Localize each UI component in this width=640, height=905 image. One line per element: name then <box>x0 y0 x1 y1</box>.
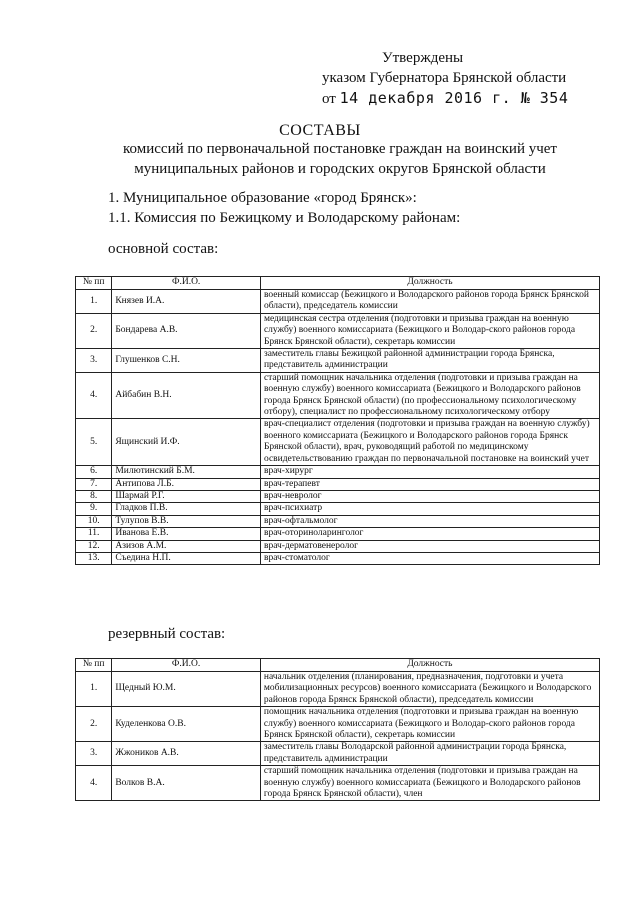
table-row <box>76 766 600 801</box>
header-num: № пп <box>76 659 112 672</box>
main-table-body <box>76 290 600 565</box>
row-name: Жжоников А.В. <box>112 742 261 766</box>
row-name: Ящинский И.Ф. <box>112 419 261 466</box>
section-1-1-heading: 1.1. Комиссия по Бежицкому и Володарскому районам: <box>108 210 461 226</box>
table-row <box>76 349 600 373</box>
row-position: врач-офтальмолог <box>260 515 599 527</box>
row-number: 4. <box>76 766 112 801</box>
approval-date-prefix: от <box>322 91 336 107</box>
table-row <box>76 478 600 490</box>
reserve-composition-table <box>75 658 600 801</box>
row-name: Съедина Н.П. <box>112 552 261 564</box>
row-position: врач-невролог <box>260 490 599 502</box>
row-position: врач-стоматолог <box>260 552 599 564</box>
row-position: врач-оториноларинголог <box>260 528 599 540</box>
row-number: 6. <box>76 466 112 478</box>
section-1-heading: 1. Муниципальное образование «город Брянск»: <box>108 190 417 206</box>
table-row <box>76 503 600 515</box>
row-name: Бондарева А.В. <box>112 313 261 348</box>
row-number: 5. <box>76 419 112 466</box>
row-number: 2. <box>76 313 112 348</box>
approval-date <box>322 88 568 109</box>
document-title: СОСТАВЫ <box>279 122 361 139</box>
table-row <box>76 313 600 348</box>
row-number: 10. <box>76 515 112 527</box>
row-name: Волков В.А. <box>112 766 261 801</box>
header-num: № пп <box>76 277 112 290</box>
row-name: Куделенкова О.В. <box>112 707 261 742</box>
row-name: Айбабин В.Н. <box>112 372 261 419</box>
table-header-row <box>76 277 600 290</box>
row-position: старший помощник начальника отделения (подготовки и призыва граждан на военную службу) военного комиссариата (Бежицкого и Володарского районов города Брянск Брянской области), член <box>260 766 599 801</box>
row-number: 7. <box>76 478 112 490</box>
row-number: 3. <box>76 349 112 373</box>
table-row <box>76 490 600 502</box>
table-row <box>76 515 600 527</box>
row-number: 12. <box>76 540 112 552</box>
reserve-composition-heading: резервный состав: <box>108 626 226 642</box>
row-number: 1. <box>76 290 112 314</box>
table-row <box>76 372 600 419</box>
reserve-table-body <box>76 672 600 801</box>
table-row <box>76 552 600 564</box>
row-position: старший помощник начальника отделения (подготовки и призыва граждан на военную службу) военного комиссариата (Бежицкого и Володарского районов города Брянск Брянской области) (по профессиональному психологическому отбору), специалист по профессиональному психологическому отбору <box>260 372 599 419</box>
main-composition-heading: основной состав: <box>108 241 219 257</box>
row-name: Шармай Р.Г. <box>112 490 261 502</box>
table-row <box>76 528 600 540</box>
table-row <box>76 290 600 314</box>
row-number: 2. <box>76 707 112 742</box>
row-position: начальник отделения (планирования, предназначения, подготовки и учета мобилизационных ресурсов) военного комиссариата (Бежицкого и Володарского районов города Брянск Брянской области), председатель комиссии <box>260 672 599 707</box>
row-number: 9. <box>76 503 112 515</box>
row-number: 13. <box>76 552 112 564</box>
row-name: Милютинский Б.М. <box>112 466 261 478</box>
table-row <box>76 466 600 478</box>
row-position: заместитель главы Володарской районной администрации города Брянска, представитель администрации <box>260 742 599 766</box>
row-position: военный комиссар (Бежицкого и Володарского районов города Брянск Брянской области), председатель комиссии <box>260 290 599 314</box>
row-number: 4. <box>76 372 112 419</box>
row-name: Щедный Ю.М. <box>112 672 261 707</box>
row-name: Антипова Л.Б. <box>112 478 261 490</box>
table-header-row <box>76 659 600 672</box>
row-position: врач-специалист отделения (подготовки и призыва граждан на военную службу) военного комиссариата (Бежицкого и Володарского районов города Брянск Брянской области), врач, руководящий работой по медицинскому освидетельствованию граждан по первоначальной постановке на воинский учет <box>260 419 599 466</box>
header-position: Должность <box>260 659 599 672</box>
row-position: заместитель главы Бежицкой районной администрации города Брянска, представитель администрации <box>260 349 599 373</box>
document-subtitle <box>60 139 620 179</box>
row-position: врач-терапевт <box>260 478 599 490</box>
table-row <box>76 707 600 742</box>
row-position: врач-хирург <box>260 466 599 478</box>
row-name: Глушенков С.Н. <box>112 349 261 373</box>
row-number: 8. <box>76 490 112 502</box>
subtitle-line-2: муниципальных районов и городских округов Брянской области <box>134 161 546 177</box>
row-name: Иванова Е.В. <box>112 528 261 540</box>
table-row <box>76 419 600 466</box>
main-composition-table <box>75 276 600 565</box>
row-number: 1. <box>76 672 112 707</box>
row-position: врач-психиатр <box>260 503 599 515</box>
approval-block <box>322 48 568 109</box>
row-number: 3. <box>76 742 112 766</box>
approval-date-number: 14 декабря 2016 г. № 354 <box>339 89 569 107</box>
row-position: врач-дерматовенеролог <box>260 540 599 552</box>
subtitle-line-1: комиссий по первоначальной постановке граждан на воинский учет <box>123 141 557 157</box>
row-name: Князев И.А. <box>112 290 261 314</box>
approval-decree: указом Губернатора Брянской области <box>322 70 567 86</box>
row-number: 11. <box>76 528 112 540</box>
header-position: Должность <box>260 277 599 290</box>
table-row <box>76 742 600 766</box>
row-name: Тулупов В.В. <box>112 515 261 527</box>
approval-title: Утверждены <box>382 50 464 66</box>
row-name: Гладков П.В. <box>112 503 261 515</box>
table-row <box>76 672 600 707</box>
header-name: Ф.И.О. <box>112 659 261 672</box>
row-position: помощник начальника отделения (подготовки и призыва граждан на военную службу) военного комиссариата (Бежицкого и Володар-ского районов города Брянск Брянской области), секретарь комиссии <box>260 707 599 742</box>
row-position: медицинская сестра отделения (подготовки и призыва граждан на военную службу) военного комиссариата (Бежицкого и Володар-ского районов города Брянск Брянской области), секретарь комиссии <box>260 313 599 348</box>
row-name: Азизов А.М. <box>112 540 261 552</box>
header-name: Ф.И.О. <box>112 277 261 290</box>
table-row <box>76 540 600 552</box>
